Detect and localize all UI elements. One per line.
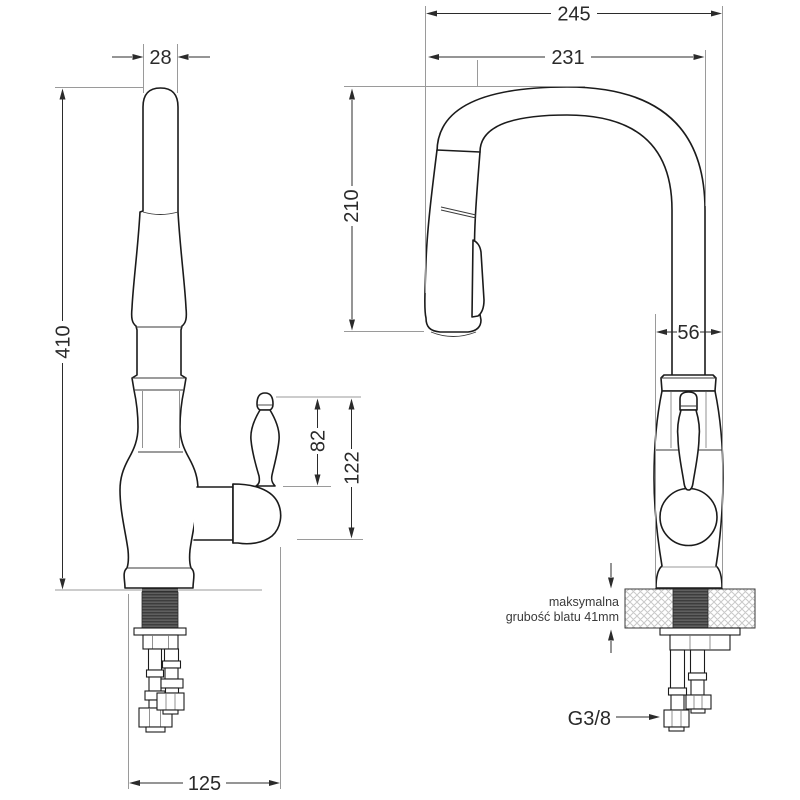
mounting-flange — [134, 628, 186, 635]
faucet-body-side — [120, 88, 198, 588]
threaded-shank — [142, 592, 178, 628]
dim-body-width-label: 56 — [677, 322, 700, 344]
dim-total-height-label: 410 — [52, 325, 75, 359]
thread-size-label: G3/8 — [567, 708, 611, 730]
dim-spout-clearance-label: 210 — [341, 189, 363, 223]
thread-size-callout — [568, 708, 660, 730]
hose-nut — [157, 693, 184, 710]
mounting-flange — [660, 628, 740, 635]
countertop-thickness-note — [506, 563, 619, 653]
dim-handle-height — [308, 399, 330, 486]
dim-total-reach-label: 245 — [557, 3, 591, 26]
side-view-mounting-hardware — [134, 589, 186, 733]
dim-body-width — [656, 322, 722, 344]
countertop-note-line1: maksymalna — [548, 595, 619, 609]
supply-hose-right — [686, 650, 711, 713]
hose-nut — [664, 710, 689, 727]
countertop-note-line2: grubość blatu 41mm — [505, 610, 619, 624]
dim-handle-total-height-label: 122 — [341, 451, 364, 485]
handle-escutcheon — [233, 484, 281, 544]
dim-head-width — [112, 47, 210, 69]
supply-hose-left — [664, 650, 689, 731]
dim-base-depth — [129, 773, 280, 795]
spray-trigger — [472, 240, 484, 317]
dim-head-width-label: 28 — [149, 47, 172, 69]
dim-total-reach — [426, 4, 722, 26]
dim-handle-height-label: 82 — [307, 429, 330, 453]
dim-spout-reach — [428, 47, 705, 69]
spray-head-front — [425, 150, 484, 337]
dim-spout-clearance — [341, 89, 363, 331]
dim-total-height — [53, 89, 75, 590]
outlet-block — [194, 487, 233, 540]
front-view-mounting-hardware — [660, 628, 740, 731]
spout-collar — [661, 375, 716, 391]
dim-base-depth-label: 125 — [187, 773, 222, 795]
threaded-shank-front — [673, 589, 708, 628]
lever-handle-side — [251, 393, 279, 486]
side-view-faucet — [120, 88, 281, 732]
hose-nut — [686, 695, 711, 709]
dim-spout-reach-label: 231 — [551, 47, 585, 69]
dim-handle-total-height — [342, 399, 364, 539]
mounting-nut — [670, 635, 730, 650]
mounting-nut — [143, 635, 178, 649]
